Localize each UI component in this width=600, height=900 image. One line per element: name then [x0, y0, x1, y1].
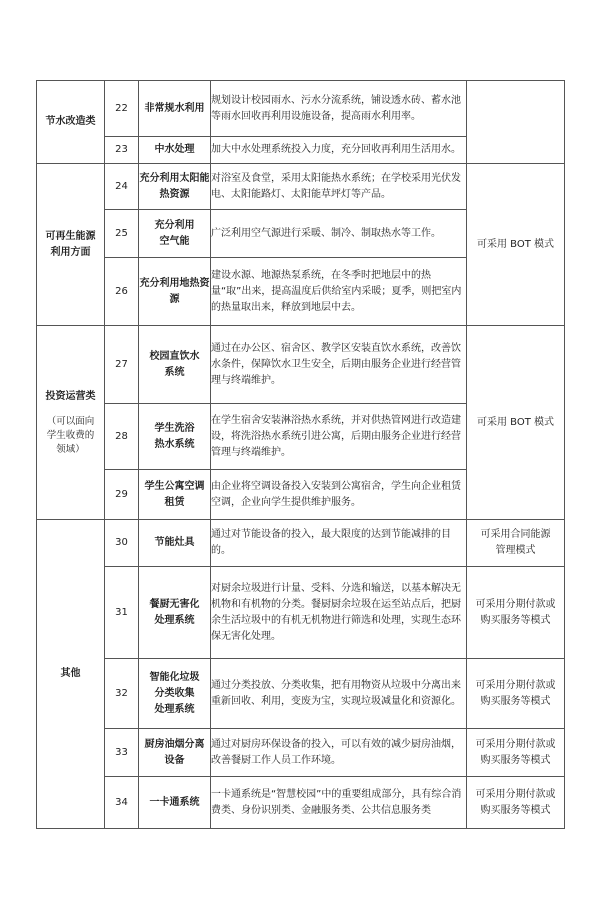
project-name: 学生洗浴 热水系统: [139, 404, 211, 470]
row-number: 26: [105, 258, 139, 326]
table-row: [37, 659, 565, 729]
project-name: 充分利用地热资源: [139, 258, 211, 326]
row-number: 25: [105, 210, 139, 258]
operation-mode: 可采用分期付款或 购买服务等模式: [467, 777, 565, 829]
row-number: 28: [105, 404, 139, 470]
project-description: 加大中水处理系统投入力度，充分回收再利用生活用水。: [211, 137, 467, 164]
project-name: 充分利用 空气能: [139, 210, 211, 258]
project-description: 通过分类投放、分类收集，把有用物资从垃圾中分离出来重新回收、利用，变废为宝，实现垃圾减量化和资源化。: [211, 659, 467, 729]
table-row: [37, 81, 565, 137]
project-description: 一卡通系统是“智慧校园”中的重要组成部分，具有综合消费类、身份识别类、金融服务类、公共信息服务类: [211, 777, 467, 829]
row-number: 23: [105, 137, 139, 164]
table-row: [37, 326, 565, 404]
operation-mode-cell: [467, 81, 565, 164]
category-water-saving: 节水改造类: [37, 81, 105, 164]
row-number: 24: [105, 164, 139, 210]
category-other: 其他: [37, 520, 105, 829]
operation-mode: 可采用 BOT 模式: [467, 326, 565, 520]
row-number: 22: [105, 81, 139, 137]
project-name: 充分利用太阳能热资源: [139, 164, 211, 210]
project-name: 厨房油烟分离 设备: [139, 729, 211, 777]
row-number: 27: [105, 326, 139, 404]
row-number: 29: [105, 470, 139, 520]
row-number: 32: [105, 659, 139, 729]
row-number: 30: [105, 520, 139, 567]
project-name: 餐厨无害化 处理系统: [139, 567, 211, 659]
table-row: [37, 164, 565, 210]
project-name: 非常规水利用: [139, 81, 211, 137]
project-name: 学生公寓空调 租赁: [139, 470, 211, 520]
category-renewable-energy: 可再生能源 利用方面: [37, 164, 105, 326]
table-row: [37, 729, 565, 777]
project-name: 节能灶具: [139, 520, 211, 567]
project-description: 对浴室及食堂，采用太阳能热水系统；在学校采用光伏发电、太阳能路灯、太阳能草坪灯等产品。: [211, 164, 467, 210]
project-name: 校园直饮水 系统: [139, 326, 211, 404]
project-description: 对厨余垃圾进行计量、受料、分选和输送，以基本解决无机物和有机物的分类。餐厨厨余垃圾在运至站点后，把厨余生活垃圾中的有机无机物进行筛选和处理，实现生态环保无害化处理。: [211, 567, 467, 659]
category-title: 投资运营类: [45, 390, 96, 402]
project-name: 中水处理: [139, 137, 211, 164]
category-note: （可以面向 学生收费的 领域）: [46, 415, 95, 455]
table-row: [37, 777, 565, 829]
project-description: 通过对厨房环保设备的投入，可以有效的减少厨房油烟，改善餐厨工作人员工作环境。: [211, 729, 467, 777]
project-description: 在学生宿舍安装淋浴热水系统，并对供热管网进行改造建设，将洗浴热水系统引进公寓，后期由服务企业进行经营管理与终端维护。: [211, 404, 467, 470]
operation-mode: 可采用 BOT 模式: [467, 164, 565, 326]
project-name: 一卡通系统: [139, 777, 211, 829]
project-table: [36, 80, 565, 829]
row-number: 33: [105, 729, 139, 777]
project-description: 通过在办公区、宿舍区、教学区安装直饮水系统，改善饮水条件，保障饮水卫生安全，后期由服务企业进行经营管理与终端维护。: [211, 326, 467, 404]
project-description: 通过对节能设备的投入，最大限度的达到节能减排的目的。: [211, 520, 467, 567]
project-description: 规划设计校园雨水、污水分流系统，铺设透水砖、蓄水池等雨水回收再利用设施设备，提高雨水利用率。: [211, 81, 467, 137]
table-row: [37, 520, 565, 567]
operation-mode: 可采用分期付款或 购买服务等模式: [467, 567, 565, 659]
row-number: 34: [105, 777, 139, 829]
operation-mode: 可采用合同能源 管理模式: [467, 520, 565, 567]
row-number: 31: [105, 567, 139, 659]
project-description: 由企业将空调设备投入安装到公寓宿舍，学生向企业租赁空调，企业向学生提供维护服务。: [211, 470, 467, 520]
table-row: [37, 567, 565, 659]
project-description: 广泛利用空气源进行采暖、制冷、制取热水等工作。: [211, 210, 467, 258]
operation-mode: 可采用分期付款或 购买服务等模式: [467, 729, 565, 777]
project-name: 智能化垃圾 分类收集 处理系统: [139, 659, 211, 729]
operation-mode: 可采用分期付款或 购买服务等模式: [467, 659, 565, 729]
category-investment: [37, 326, 105, 520]
project-description: 建设水源、地源热泵系统，在冬季时把地层中的热量“取”出来，提高温度后供给室内采暖；夏季，则把室内的热量取出来，释放到地层中去。: [211, 258, 467, 326]
